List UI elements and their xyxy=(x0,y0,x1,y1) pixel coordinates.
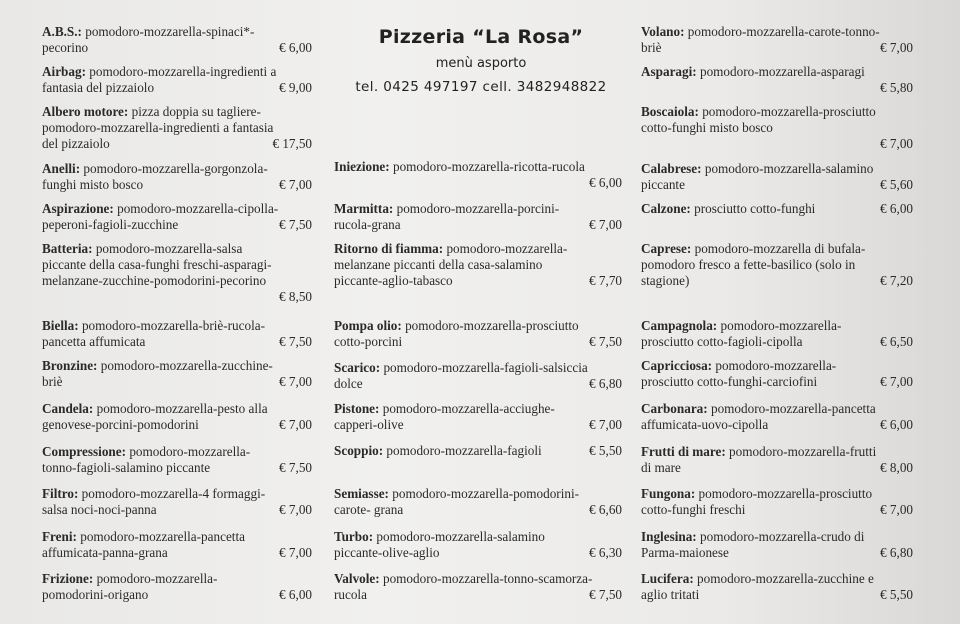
menu-item-line xyxy=(641,201,913,217)
menu-item xyxy=(42,318,312,350)
menu-item-line xyxy=(42,587,312,603)
menu-item-ingredients: pomodorini-origano xyxy=(42,587,149,602)
menu-item-name: Capricciosa: xyxy=(641,358,713,373)
menu-item-line xyxy=(42,177,312,193)
menu-item-ingredients: pecorino xyxy=(42,40,89,55)
menu-item-ingredients: affumicata-uovo-cipolla xyxy=(641,417,769,432)
menu-item-line xyxy=(42,571,312,587)
menu-item-name: Ritorno di fiamma: xyxy=(334,241,444,256)
menu-item-name: Frutti di mare: xyxy=(641,444,726,459)
menu-item-ingredients: pancetta affumicata xyxy=(42,334,146,349)
menu-item-price: € 8,00 xyxy=(880,460,913,475)
menu-item-line xyxy=(334,529,622,545)
menu-item-ingredients: pomodoro-mozzarella-spinaci*- xyxy=(85,24,255,39)
menu-item-ingredients: di mare xyxy=(641,460,681,475)
menu-item-line xyxy=(42,217,312,233)
menu-item-ingredients: pomodoro-mozzarella-salsa xyxy=(95,241,243,256)
menu-item-name: Airbag: xyxy=(42,64,86,79)
menu-item-line xyxy=(641,177,913,193)
menu-item xyxy=(641,529,913,561)
menu-item-line xyxy=(334,201,622,217)
menu-item-ingredients: genovese-porcini-pomodorini xyxy=(42,417,199,432)
menu-item-price: € 7,00 xyxy=(279,545,312,560)
menu-item-line xyxy=(42,64,312,80)
menu-item-name: Calzone: xyxy=(641,201,691,216)
menu-item xyxy=(334,241,622,289)
menu-item-ingredients: rucola xyxy=(334,587,367,602)
menu-item-ingredients: pomodoro-mozzarella-fagioli-salsiccia xyxy=(383,360,588,375)
menu-item-ingredients: pomodoro-mozzarella-prosciutto xyxy=(698,486,873,501)
menu-item-ingredients: piccante-aglio-tabasco xyxy=(334,273,453,288)
menu-item-ingredients: pomodoro-mozzarella-zucchine e xyxy=(697,571,874,586)
menu-item-ingredients: funghi misto bosco xyxy=(42,177,144,192)
menu-item-ingredients: pomodoro-mozzarella-briè-rucola- xyxy=(81,318,266,333)
menu-item-line xyxy=(42,289,312,305)
menu-item-ingredients: pomodoro-mozzarella-porcini- xyxy=(396,201,560,216)
menu-item-line xyxy=(641,257,913,273)
menu-item-line xyxy=(42,201,312,217)
menu-item-price: € 7,50 xyxy=(589,334,622,349)
menu-item-name: Iniezione: xyxy=(334,159,390,174)
menu-item-line xyxy=(641,318,913,334)
menu-item-name: Campagnola: xyxy=(641,318,718,333)
menu-item xyxy=(42,444,312,476)
menu-item-name: Boscaiola: xyxy=(641,104,699,119)
menu-item-ingredients: pomodoro-mozzarella-asparagi xyxy=(699,64,865,79)
menu-item-ingredients: piccante-olive-aglio xyxy=(334,545,440,560)
menu-item-line xyxy=(641,334,913,350)
menu-item-name: Turbo: xyxy=(334,529,374,544)
menu-item xyxy=(42,358,312,390)
menu-item xyxy=(641,571,913,603)
menu-item-name: Albero motore: xyxy=(42,104,129,119)
menu-item-line xyxy=(42,24,312,40)
menu-item-ingredients: pomodoro-mozzarella-4 formaggi- xyxy=(81,486,266,501)
page-title: Pizzeria “La Rosa” xyxy=(378,26,584,48)
menu-item-ingredients: melanzane piccanti della casa-salamino xyxy=(334,257,543,272)
menu-item-line xyxy=(641,545,913,561)
menu-item-line xyxy=(334,587,622,603)
menu-item-ingredients: pomodoro-mozzarella- xyxy=(446,241,568,256)
menu-item-name: Calabrese: xyxy=(641,161,702,176)
menu-item-ingredients: briè xyxy=(42,374,63,389)
menu-item-price: € 7,00 xyxy=(279,502,312,517)
menu-item-line xyxy=(42,318,312,334)
menu-item-ingredients: stagione) xyxy=(641,273,690,288)
menu-item xyxy=(641,104,913,152)
menu-item-price: € 7,70 xyxy=(589,273,622,288)
menu-item-name: Bronzine: xyxy=(42,358,98,373)
menu-item-name: Lucifera: xyxy=(641,571,694,586)
menu-item-price: € 7,20 xyxy=(880,273,913,288)
menu-item-price: € 5,60 xyxy=(880,177,913,192)
menu-item xyxy=(641,444,913,476)
menu-item xyxy=(334,486,622,518)
menu-item-price: € 7,50 xyxy=(279,217,312,232)
menu-item xyxy=(641,201,913,217)
menu-item-name: Candela: xyxy=(42,401,94,416)
menu-item-line xyxy=(641,120,913,136)
menu-item xyxy=(334,201,622,233)
menu-item xyxy=(641,24,913,56)
menu-item-ingredients: salsa noci-noci-panna xyxy=(42,502,157,517)
menu-item-line xyxy=(42,358,312,374)
menu-item-line xyxy=(641,358,913,374)
menu-item-line xyxy=(334,571,622,587)
menu-item-price: € 7,00 xyxy=(279,417,312,432)
menu-item-ingredients: pomodoro-mozzarella- xyxy=(129,444,251,459)
menu-item-price: € 7,00 xyxy=(589,217,622,232)
menu-item-ingredients: fantasia del pizzaiolo xyxy=(42,80,155,95)
menu-item xyxy=(641,486,913,518)
menu-item-name: Biella: xyxy=(42,318,79,333)
menu-item xyxy=(42,241,312,305)
menu-item-line xyxy=(42,417,312,433)
menu-item xyxy=(641,161,913,193)
menu-item-price: € 6,00 xyxy=(880,417,913,432)
menu-item-ingredients: piccante della casa-funghi freschi-asparagi- xyxy=(42,257,272,272)
menu-item-price: € 7,50 xyxy=(279,334,312,349)
menu-item-line xyxy=(42,120,312,136)
menu-item-line xyxy=(334,241,622,257)
menu-item-name: Volano: xyxy=(641,24,685,39)
menu-item-price: € 5,80 xyxy=(880,80,913,95)
menu-item xyxy=(334,401,622,433)
menu-item-name: Valvole: xyxy=(334,571,380,586)
menu-item-name: Inglesina: xyxy=(641,529,697,544)
menu-item-line xyxy=(334,417,622,433)
menu-item-price: € 7,50 xyxy=(589,587,622,602)
menu-item-name: Scoppio: xyxy=(334,443,384,458)
menu-item xyxy=(334,159,622,191)
phone-numbers: tel. 0425 497197 cell. 3482948822 xyxy=(355,79,607,95)
menu-item-price: € 6,00 xyxy=(279,587,312,602)
menu-item-ingredients: Parma-maionese xyxy=(641,545,729,560)
menu-item-price: € 6,00 xyxy=(279,40,312,55)
menu-item xyxy=(334,360,622,392)
menu-item-line xyxy=(641,502,913,518)
menu-item-ingredients: pomodoro-mozzarella-ricotta-rucola xyxy=(392,159,585,174)
menu-item-ingredients: pomodoro-mozzarella-ingredienti a fantasia xyxy=(42,120,274,135)
menu-item-ingredients: prosciutto cotto-fagioli-cipolla xyxy=(641,334,803,349)
menu-item-name: Aspirazione: xyxy=(42,201,114,216)
menu-item-price: € 6,80 xyxy=(589,376,622,391)
menu-item-ingredients: pomodoro-mozzarella-ingredienti a xyxy=(89,64,277,79)
menu-item-line xyxy=(42,257,312,273)
menu-item-line xyxy=(42,80,312,96)
menu-item xyxy=(641,358,913,390)
menu-item-ingredients: cotto-porcini xyxy=(334,334,403,349)
menu-item-price: € 6,30 xyxy=(589,545,622,560)
menu-item xyxy=(641,401,913,433)
menu-item-ingredients: aglio tritati xyxy=(641,587,700,602)
menu-item-line xyxy=(42,444,312,460)
menu-item-price: € 7,00 xyxy=(880,502,913,517)
menu-item-line xyxy=(42,486,312,502)
menu-item-ingredients: tonno-fagioli-salamino piccante xyxy=(42,460,211,475)
menu-item xyxy=(42,571,312,603)
menu-subtitle: menù asporto xyxy=(435,56,527,71)
menu-item-line xyxy=(334,545,622,561)
menu-item-line xyxy=(334,376,622,392)
menu-item-line xyxy=(334,273,622,289)
menu-item-ingredients: pomodoro-mozzarella- xyxy=(715,358,837,373)
menu-item-price: € 6,50 xyxy=(880,334,913,349)
menu-item-ingredients: pomodoro-mozzarella-prosciutto xyxy=(702,104,876,119)
menu-item-line xyxy=(334,486,622,502)
menu-item-line xyxy=(641,104,913,120)
menu-item-ingredients: pomodoro-mozzarella-carote-tonno- xyxy=(687,24,880,39)
menu-item-price: € 5,50 xyxy=(880,587,913,602)
menu-item-line xyxy=(334,318,622,334)
menu-item-name: Pompa olio: xyxy=(334,318,402,333)
menu-item-name: Asparagi: xyxy=(641,64,697,79)
menu-item-price: € 7,00 xyxy=(880,374,913,389)
menu-item-line xyxy=(42,374,312,390)
menu-item xyxy=(641,241,913,289)
menu-item-line xyxy=(42,545,312,561)
menu-item-name: Scarico: xyxy=(334,360,381,375)
menu-item-line xyxy=(42,529,312,545)
menu-item xyxy=(42,24,312,56)
menu-item-name: Filtro: xyxy=(42,486,79,501)
menu-item-line xyxy=(42,502,312,518)
menu-item-name: Compressione: xyxy=(42,444,127,459)
menu-item xyxy=(641,318,913,350)
menu-item-line xyxy=(334,443,622,459)
menu-header xyxy=(340,26,622,95)
menu-item-name: Carbonara: xyxy=(641,401,708,416)
menu-item-ingredients: pomodoro-mozzarella-cipolla- xyxy=(117,201,279,216)
menu-item-line xyxy=(641,374,913,390)
menu-item xyxy=(42,401,312,433)
menu-item-ingredients: pomodoro-mozzarella-zucchine- xyxy=(100,358,273,373)
menu-item-ingredients: pomodoro-mozzarella- xyxy=(720,318,842,333)
menu-item-ingredients: pomodoro-mozzarella-fagioli xyxy=(386,443,542,458)
menu-item-ingredients: affumicata-panna-grana xyxy=(42,545,168,560)
menu-item xyxy=(334,443,622,459)
menu-item-line xyxy=(334,175,622,191)
menu-item-ingredients: dolce xyxy=(334,376,363,391)
menu-item-ingredients: cotto-funghi misto bosco xyxy=(641,120,773,135)
menu-item-ingredients: pomodoro-mozzarella-salamino xyxy=(704,161,874,176)
menu-item xyxy=(42,529,312,561)
menu-item-name: Marmitta: xyxy=(334,201,394,216)
menu-item-price: € 6,80 xyxy=(880,545,913,560)
menu-item-line xyxy=(334,401,622,417)
menu-item-line xyxy=(641,40,913,56)
menu-item-line xyxy=(334,257,622,273)
menu-item-line xyxy=(42,136,312,152)
menu-item-line xyxy=(42,161,312,177)
menu-item xyxy=(334,318,622,350)
menu-item-name: Anelli: xyxy=(42,161,81,176)
menu-item-ingredients: pomodoro-mozzarella-acciughe- xyxy=(382,401,555,416)
menu-item-ingredients: pomodoro fresco a fette-basilico (solo in xyxy=(641,257,856,272)
menu-item-ingredients: pomodoro-mozzarella di bufala- xyxy=(694,241,866,256)
menu-item xyxy=(641,64,913,96)
menu-item-line xyxy=(334,217,622,233)
menu-item-ingredients: pomodoro-mozzarella-pancetta xyxy=(710,401,876,416)
menu-item xyxy=(42,64,312,96)
menu-item-ingredients: pomodoro-mozzarella-crudo di xyxy=(700,529,865,544)
menu-item-line xyxy=(641,64,913,80)
menu-item-name: Fungona: xyxy=(641,486,696,501)
menu-item-name: Semiasse: xyxy=(334,486,389,501)
menu-item-line xyxy=(42,401,312,417)
menu-item-ingredients: del pizzaiolo xyxy=(42,136,110,151)
menu-item-ingredients: pomodoro-mozzarella-pomodorini- xyxy=(392,486,580,501)
menu-item-ingredients: carote- grana xyxy=(334,502,404,517)
menu-item-ingredients: pomodoro-mozzarella-tonno-scamorza- xyxy=(382,571,593,586)
menu-item-ingredients: briè xyxy=(641,40,662,55)
menu-item-price: € 7,00 xyxy=(880,136,913,151)
menu-item-price: € 6,60 xyxy=(589,502,622,517)
menu-item-name: Caprese: xyxy=(641,241,692,256)
menu-item-ingredients: piccante xyxy=(641,177,685,192)
menu-item-name: Freni: xyxy=(42,529,77,544)
menu-item xyxy=(334,529,622,561)
menu-item-ingredients: pomodoro-mozzarella-frutti xyxy=(729,444,877,459)
menu-item-line xyxy=(641,571,913,587)
menu-item-name: Frizione: xyxy=(42,571,94,586)
menu-item-line xyxy=(641,241,913,257)
menu-item-price: € 9,00 xyxy=(279,80,312,95)
menu-item-line xyxy=(42,104,312,120)
menu-item-price: € 6,00 xyxy=(880,201,913,216)
menu-item xyxy=(334,571,622,603)
menu-item xyxy=(42,161,312,193)
menu-item-price: € 7,00 xyxy=(279,374,312,389)
menu-item-name: A.B.S.: xyxy=(42,24,82,39)
menu-item-line xyxy=(42,334,312,350)
menu-item-line xyxy=(641,80,913,96)
menu-item-line xyxy=(334,334,622,350)
menu-item-price: € 5,50 xyxy=(589,443,622,458)
menu-item-ingredients: rucola-grana xyxy=(334,217,401,232)
menu-item-ingredients: pizza doppia su tagliere- xyxy=(131,104,261,119)
menu-item-ingredients: pomodoro-mozzarella- xyxy=(96,571,218,586)
menu-item-line xyxy=(42,40,312,56)
menu-item xyxy=(42,201,312,233)
menu-item-line xyxy=(641,460,913,476)
menu-item-ingredients: pomodoro-mozzarella-gorgonzola- xyxy=(83,161,268,176)
menu-item-line xyxy=(42,460,312,476)
menu-item-ingredients: pomodoro-mozzarella-pancetta xyxy=(80,529,245,544)
menu-item-line xyxy=(334,159,622,175)
menu-item-ingredients: pomodoro-mozzarella-prosciutto xyxy=(405,318,579,333)
menu-item-price: € 7,00 xyxy=(589,417,622,432)
menu-item-line xyxy=(641,401,913,417)
menu-item-ingredients: cotto-funghi freschi xyxy=(641,502,746,517)
menu-item-price: € 17,50 xyxy=(272,136,312,151)
menu-item xyxy=(42,104,312,152)
menu-item-price: € 7,50 xyxy=(279,460,312,475)
menu-item-price: € 7,00 xyxy=(880,40,913,55)
menu-item-ingredients: prosciutto cotto-funghi-carciofini xyxy=(641,374,818,389)
menu-item-line xyxy=(334,360,622,376)
menu-item-line xyxy=(641,273,913,289)
menu-item-name: Pistone: xyxy=(334,401,380,416)
menu-item-line xyxy=(42,273,312,289)
menu-item-line xyxy=(641,24,913,40)
menu-item-ingredients: pomodoro-mozzarella-pesto alla xyxy=(96,401,268,416)
menu-item-name: Batteria: xyxy=(42,241,93,256)
menu-item-line xyxy=(641,587,913,603)
menu-item-line xyxy=(641,161,913,177)
menu-item-line xyxy=(641,417,913,433)
menu-item-line xyxy=(641,444,913,460)
menu-item-ingredients: peperoni-fagioli-zucchine xyxy=(42,217,179,232)
menu-item-ingredients: capperi-olive xyxy=(334,417,404,432)
menu-item-line xyxy=(641,136,913,152)
menu-item-ingredients: melanzane-zucchine-pomodorini-pecorino xyxy=(42,273,267,288)
menu-item-price: € 7,00 xyxy=(279,177,312,192)
menu-item xyxy=(42,486,312,518)
menu-item-line xyxy=(42,241,312,257)
menu-item-line xyxy=(334,502,622,518)
menu-item-line xyxy=(641,529,913,545)
menu-item-price: € 6,00 xyxy=(589,175,622,190)
menu-item-ingredients: prosciutto cotto-funghi xyxy=(694,201,816,216)
menu-item-line xyxy=(641,486,913,502)
menu-item-price: € 8,50 xyxy=(279,289,312,304)
menu-item-ingredients: pomodoro-mozzarella-salamino xyxy=(376,529,545,544)
